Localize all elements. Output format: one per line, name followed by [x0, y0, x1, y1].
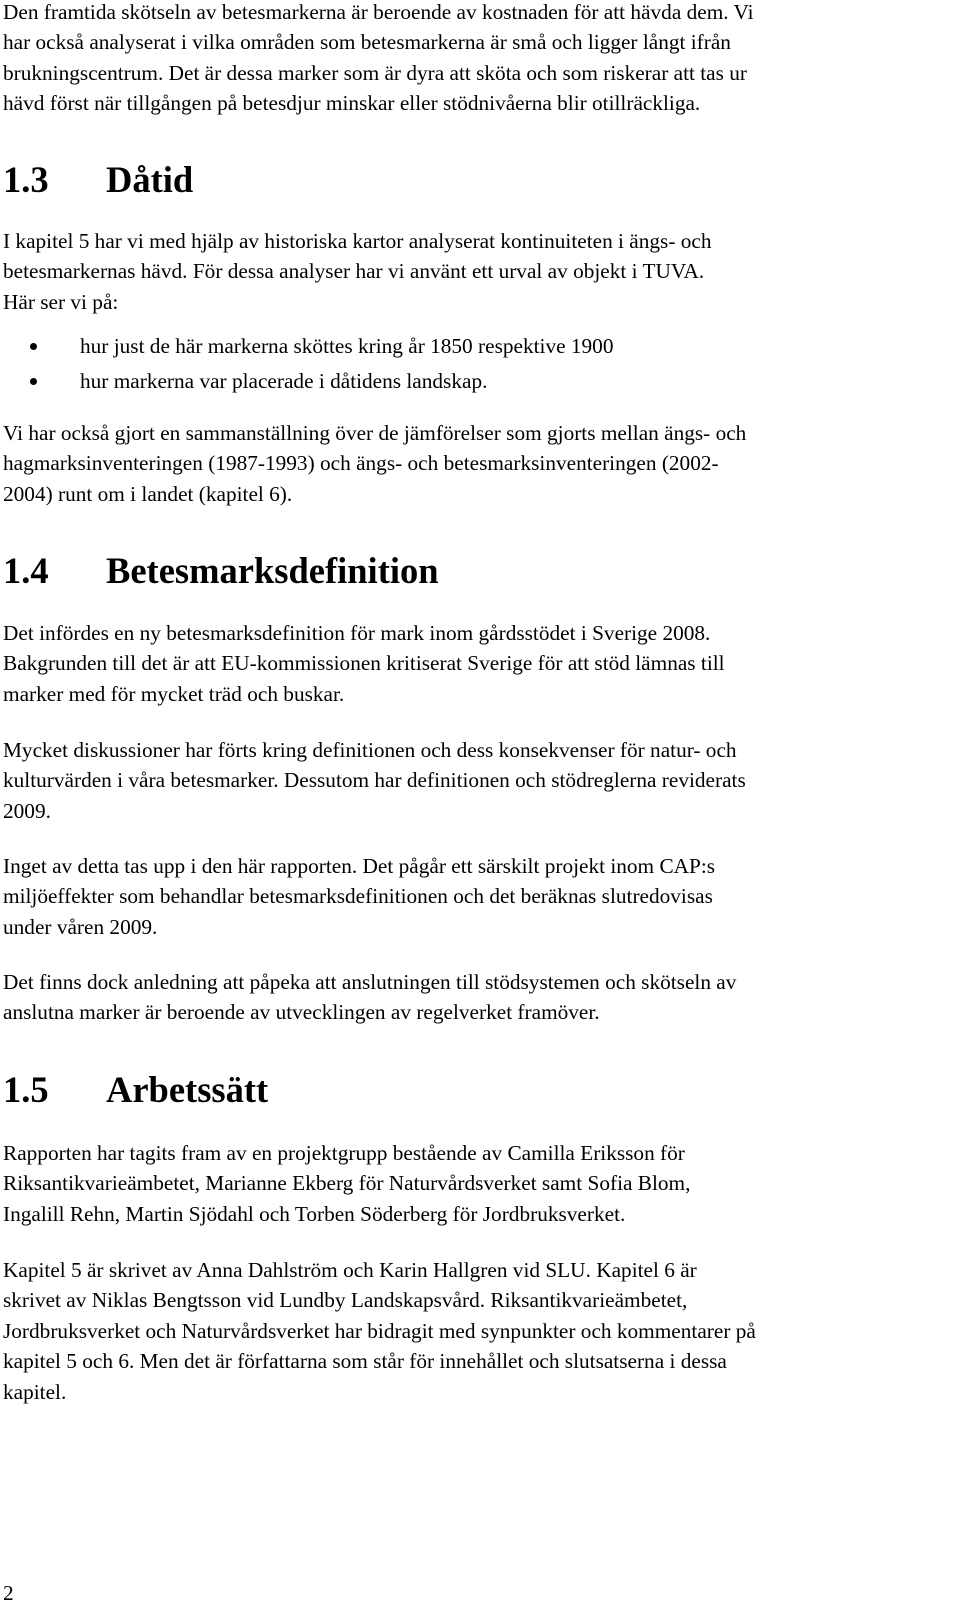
section-1-3-paragraph-1 — [3, 226, 712, 317]
section-1-4-paragraph-4 — [3, 967, 736, 1028]
text-line: marker med för mycket träd och buskar. — [3, 681, 345, 706]
text-line: 2009. — [3, 798, 51, 823]
bullet-icon — [30, 343, 37, 350]
text-line: betesmarkernas hävd. För dessa analyser har vi använt ett urval av objekt i TUVA. — [3, 259, 705, 284]
text-line: kapitel 5 och 6. Men det är författarna som står för innehållet och slutsatserna i dessa — [3, 1349, 727, 1374]
section-1-4-paragraph-1 — [3, 618, 725, 709]
text-line: Ingalill Rehn, Martin Sjödahl och Torben Söderberg för Jordbruksverket. — [3, 1201, 626, 1226]
list-item: hur markerna var placerade i dåtidens landskap. — [3, 366, 613, 401]
intro-paragraph — [3, 0, 754, 119]
text-line: Det finns dock anledning att påpeka att anslutningen till stödsystemen och skötseln av — [3, 970, 737, 994]
text-line: Kapitel 5 är skrivet av Anna Dahlström och Karin Hallgren vid SLU. Kapitel 6 är — [3, 1258, 697, 1282]
text-line: hävd först när tillgången på betesdjur minskar eller stödnivåerna blir otillräckliga. — [3, 91, 701, 116]
section-heading-1-4 — [3, 551, 439, 591]
section-title: Dåtid — [106, 159, 194, 200]
text-line: Den framtida skötseln av betesmarkerna är beroende av kostnaden för att hävda dem. Vi — [3, 0, 754, 24]
text-line: Mycket diskussioner har förts kring definitionen och dess konsekvenser för natur- och — [3, 738, 737, 762]
section-1-5-paragraph-1 — [3, 1138, 690, 1229]
section-number: 1.4 — [3, 550, 49, 591]
section-1-3-paragraph-2 — [3, 418, 746, 509]
section-heading-1-5 — [3, 1070, 268, 1110]
text-line: Rapporten har tagits fram av en projektgrupp bestående av Camilla Eriksson för — [3, 1141, 685, 1165]
page-number: 2 — [3, 1581, 14, 1605]
text-line: Jordbruksverket och Naturvårdsverket har bidragit med synpunkter och kommentarer på — [3, 1318, 756, 1343]
text-line: I kapitel 5 har vi med hjälp av historiska kartor analyserat kontinuiteten i ängs- och — [3, 229, 712, 253]
text-line: Det infördes en ny betesmarksdefinition för mark inom gårdsstödet i Sverige 2008. — [3, 621, 711, 645]
text-line: anslutna marker är beroende av utvecklingen av regelverket framöver. — [3, 1000, 600, 1025]
text-line: Här ser vi på: — [3, 289, 119, 314]
bullet-icon — [30, 378, 37, 385]
section-title: Arbetssätt — [106, 1069, 269, 1110]
text-line: kapitel. — [3, 1379, 67, 1404]
section-1-4-paragraph-3 — [3, 851, 715, 942]
section-heading-1-3 — [3, 160, 193, 200]
text-line: har också analyserat i vilka områden som betesmarkerna är små och ligger långt ifrån — [3, 30, 731, 55]
section-1-5-paragraph-2 — [3, 1255, 756, 1407]
text-line: Riksantikvarieämbetet, Marianne Ekberg för Naturvårdsverket samt Sofia Blom, — [3, 1171, 691, 1196]
text-line: Vi har också gjort en sammanställning över de jämförelser som gjorts mellan ängs- och — [3, 421, 747, 445]
text-line: 2004) runt om i landet (kapitel 6). — [3, 481, 293, 506]
text-line: miljöeffekter som behandlar betesmarksdefinitionen och det beräknas slutredovisas — [3, 884, 713, 909]
text-line: hagmarksinventeringen (1987-1993) och ängs- och betesmarksinventeringen (2002- — [3, 451, 719, 476]
text-line: skrivet av Niklas Bengtsson vid Lundby Landskapsvård. Riksantikvarieämbetet, — [3, 1288, 688, 1313]
section-number: 1.5 — [3, 1069, 49, 1110]
text-line: Bakgrunden till det är att EU-kommissionen kritiserat Sverige för att stöd lämnas till — [3, 651, 725, 676]
text-line: brukningscentrum. Det är dessa marker som är dyra att sköta och som riskerar att tas ur — [3, 60, 747, 85]
list-item: hur just de här markerna sköttes kring år 1850 respektive 1900 — [3, 331, 613, 366]
text-line: Inget av detta tas upp i den här rapporten. Det pågår ett särskilt projekt inom CAP:s — [3, 854, 716, 878]
text-line: kulturvärden i våra betesmarker. Dessutom har definitionen och stödreglerna reviderats — [3, 768, 746, 793]
section-1-4-paragraph-2 — [3, 735, 746, 826]
text-line: under våren 2009. — [3, 914, 158, 939]
section-title: Betesmarksdefinition — [106, 550, 439, 591]
section-number: 1.3 — [3, 159, 49, 200]
bullet-list — [3, 331, 613, 401]
